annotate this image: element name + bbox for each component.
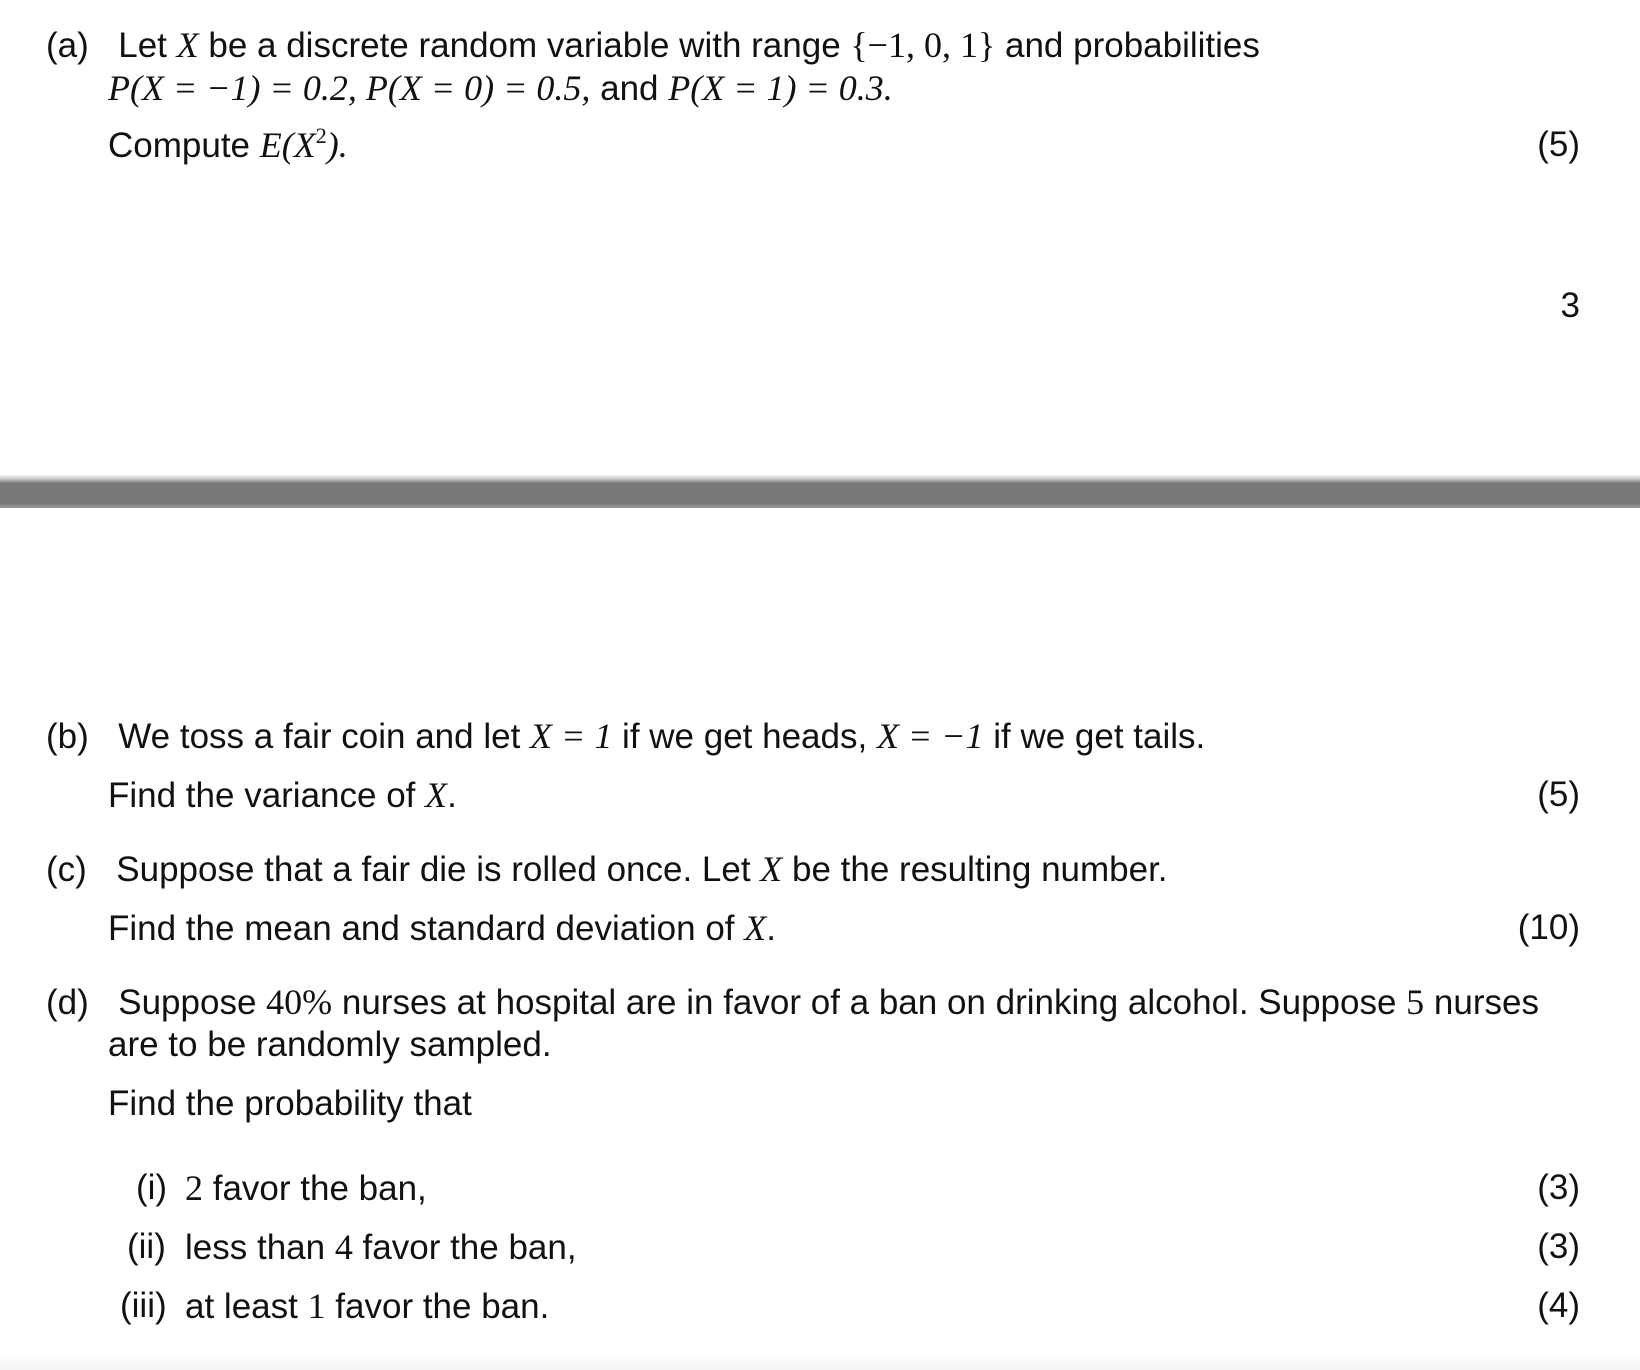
part-d-label: (d): [46, 983, 89, 1022]
text: favor the ban.: [325, 1287, 550, 1326]
part-d-line-3: Find the probability that: [108, 1084, 472, 1123]
math: 1: [307, 1286, 326, 1326]
text: Compute: [108, 126, 260, 165]
part-c-line-2: [108, 908, 776, 949]
text: nurses: [1424, 983, 1539, 1022]
item-label: (ii): [127, 1227, 166, 1266]
text: be the resulting number.: [782, 850, 1168, 889]
part-d-line-1: [46, 982, 1539, 1023]
page-divider: [0, 475, 1640, 508]
math: 4: [334, 1227, 353, 1267]
math: 2: [185, 1168, 203, 1208]
part-d-item-i-marks: (3): [1537, 1168, 1580, 1207]
math: X: [176, 25, 199, 65]
part-d-line-2: are to be randomly sampled.: [108, 1025, 552, 1064]
text: Let: [118, 26, 177, 65]
math: X: [744, 908, 767, 948]
part-d-item-i-text: [185, 1168, 427, 1209]
text: We toss a fair coin and let: [118, 717, 531, 756]
text: Suppose: [118, 983, 267, 1022]
item-label: (iii): [120, 1286, 167, 1325]
part-b-label: (b): [46, 717, 89, 756]
math: 5: [1406, 982, 1425, 1022]
part-a-marks: (5): [1537, 125, 1580, 164]
part-d-item-iii-marks: (4): [1537, 1286, 1580, 1325]
part-c-marks: (10): [1517, 908, 1580, 947]
page-number: 3: [1560, 286, 1580, 325]
math: ).: [326, 125, 348, 165]
part-d-item-iii-text: [185, 1286, 549, 1327]
text: favor the ban,: [352, 1228, 577, 1267]
text: and: [590, 69, 669, 108]
part-b-line-1: [46, 716, 1205, 757]
math: {−1, 0, 1}: [850, 25, 996, 65]
part-c-line-1: [46, 849, 1168, 890]
item-label: (i): [136, 1168, 168, 1207]
part-a-line-1: [46, 25, 1260, 66]
text: Find the mean and standard deviation of: [108, 909, 745, 948]
part-a-line-3: [108, 125, 348, 166]
part-d-item-ii-marks: (3): [1537, 1227, 1580, 1266]
part-d-item-i: [136, 1168, 167, 1208]
text: nurses at hospital are in favor of a ban on drinking alcohol. Suppose: [332, 983, 1407, 1022]
part-d-item-ii: [127, 1227, 166, 1267]
part-d-item-iii: [120, 1286, 167, 1326]
math: X = 1: [530, 716, 613, 756]
text: .: [766, 909, 776, 948]
page-top: [0, 0, 1640, 475]
part-b-marks: (5): [1537, 775, 1580, 814]
part-a-label: (a): [46, 26, 89, 65]
text: if we get tails.: [983, 717, 1206, 756]
math: X: [760, 849, 783, 889]
math: P(X = 1) = 0.3.: [668, 68, 893, 108]
math: E(X: [259, 125, 316, 165]
math: 40%: [266, 982, 333, 1022]
text: less than: [185, 1228, 335, 1267]
text: be a discrete random variable with range: [198, 26, 851, 65]
superscript: 2: [315, 123, 327, 148]
part-c-label: (c): [46, 850, 87, 889]
part-a-line-2: [108, 68, 893, 109]
text: and probabilities: [995, 26, 1260, 65]
page-bottom: [0, 508, 1640, 1370]
text: .: [447, 776, 457, 815]
text: if we get heads,: [612, 717, 877, 756]
part-b-line-2: [108, 775, 457, 816]
text: Find the variance of: [108, 776, 426, 815]
text: Suppose that a fair die is rolled once. Let: [116, 850, 761, 889]
math: X: [425, 775, 448, 815]
bottom-edge: [0, 1352, 1640, 1370]
math: P(X = −1) = 0.2, P(X = 0) = 0.5,: [108, 68, 591, 108]
math: X = −1: [876, 716, 984, 756]
part-d-item-ii-text: [185, 1227, 577, 1268]
text: favor the ban,: [203, 1169, 427, 1208]
text: at least: [185, 1287, 308, 1326]
